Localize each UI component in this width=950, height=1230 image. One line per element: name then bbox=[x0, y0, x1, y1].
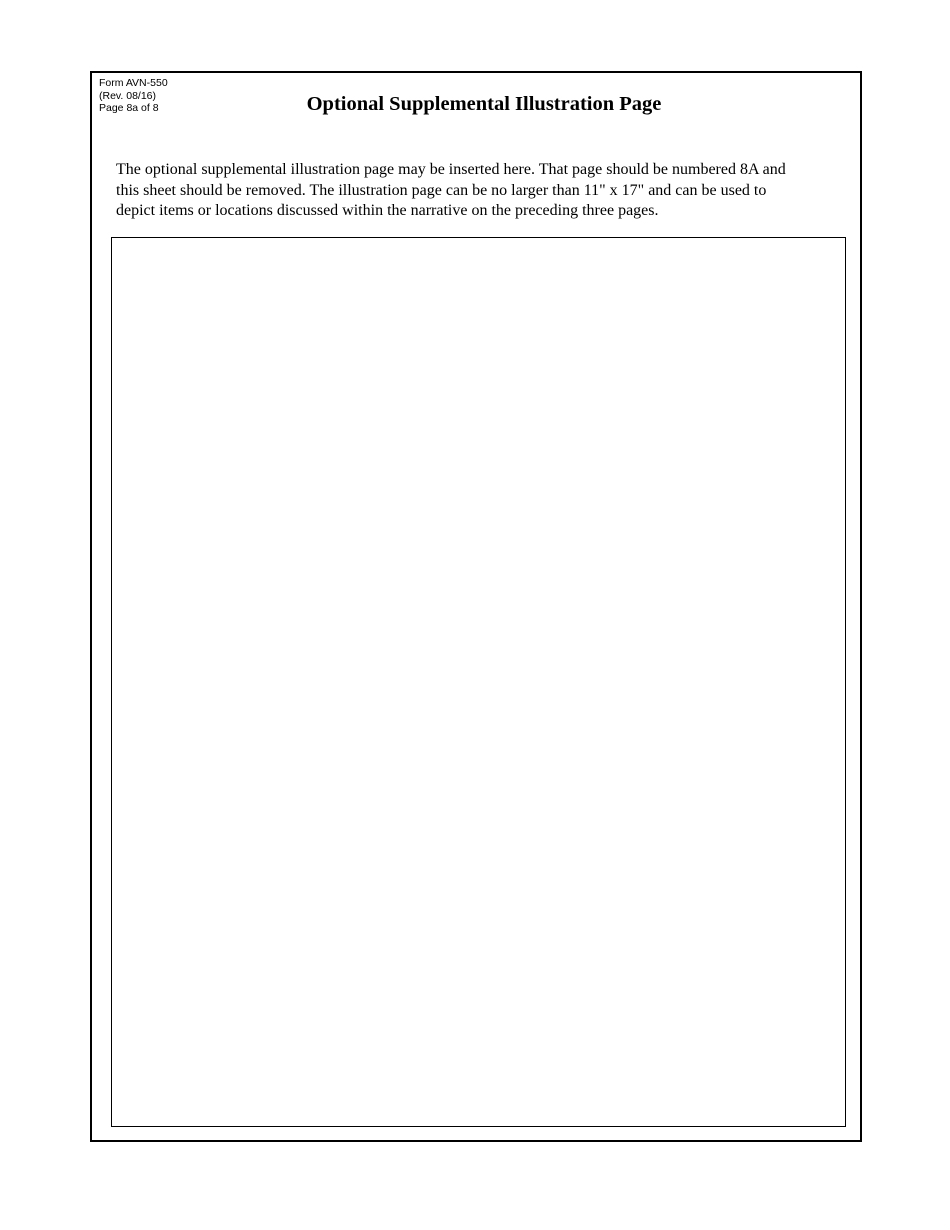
illustration-area bbox=[111, 237, 846, 1127]
page-number: Page 8a of 8 bbox=[99, 102, 159, 114]
form-revision: (Rev. 08/16) bbox=[99, 89, 156, 102]
page-title: Optional Supplemental Illustration Page bbox=[306, 93, 662, 115]
instructions-text: The optional supplemental illustration page may be inserted here. That page should be numbered 8A and this sheet should be removed. The illustration page can be no larger than 11" x 17" and can be used to depict items or locations discussed within the narrative on the preceding three pages. bbox=[116, 161, 786, 219]
form-number: Form AVN-550 bbox=[99, 77, 168, 89]
